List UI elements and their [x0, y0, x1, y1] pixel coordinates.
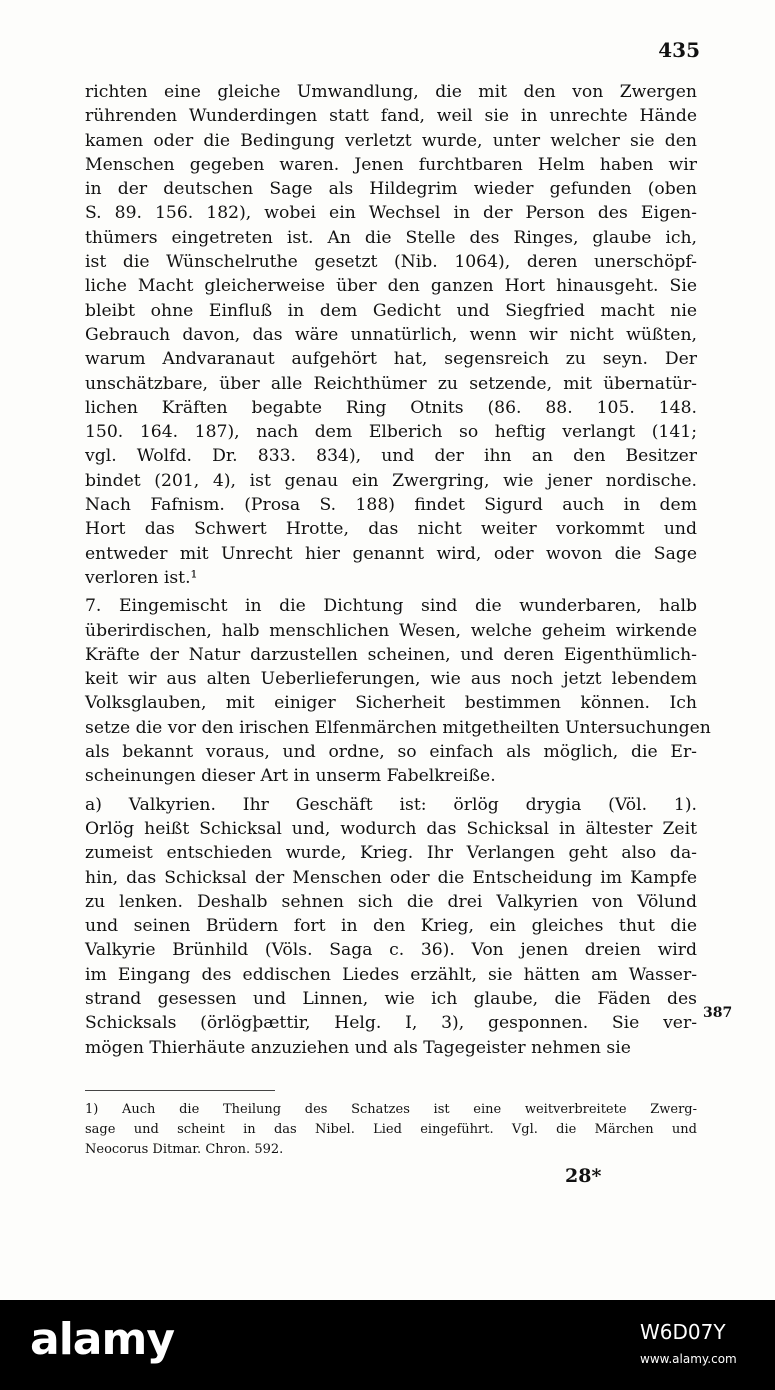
- text-line: rührenden Wunderdingen statt fand, weil sie in unrechte Hände: [85, 106, 697, 127]
- text-line: Orlög heißt Schicksal und, wodurch das Schicksal in ältester Zeit: [85, 818, 697, 839]
- text-line: Hort das Schwert Hrotte, das nicht weiter vorkommt und: [85, 519, 697, 540]
- body-text: [85, 80, 711, 1060]
- image-id: W6D07Y: [640, 1320, 726, 1344]
- text-line: lichen Kräften begabte Ring Otnits (86. 88. 105. 148.: [85, 397, 697, 418]
- text-line: als bekannt voraus, und ordne, so einfach als möglich, die Er-: [85, 742, 697, 763]
- margin-page-reference: 387: [703, 1005, 733, 1021]
- text-line: liche Macht gleicherweise über den ganzen Hort hinausgeht. Sie: [85, 276, 697, 297]
- text-line: verloren ist.¹: [85, 567, 198, 588]
- footnote-line: sage und scheint in das Nibel. Lied eingeführt. Vgl. die Märchen und: [85, 1122, 697, 1137]
- text-line: Nach Fafnism. (Prosa S. 188) findet Sigurd auch in dem: [85, 495, 697, 516]
- alamy-logo: alamy: [30, 1314, 174, 1365]
- text-line: richten eine gleiche Umwandlung, die mit den von Zwergen: [85, 82, 697, 102]
- text-line: in der deutschen Sage als Hildegrim wieder gefunden (oben: [85, 179, 697, 200]
- text-line: warum Andvaranaut aufgehört hat, segensreich zu seyn. Der: [85, 349, 697, 370]
- text-line: scheinungen dieser Art in unserm Fabelkreiße.: [85, 766, 496, 787]
- footnote-divider: [85, 1090, 275, 1091]
- footnote: [85, 1100, 697, 1160]
- text-line: Menschen gegeben waren. Jenen furchtbaren Helm haben wir: [85, 154, 697, 175]
- text-line: zu lenken. Deshalb sehnen sich die drei Valkyrien von Völund: [85, 891, 697, 912]
- text-line: ist die Wünschelruthe gesetzt (Nib. 1064), deren unerschöpf-: [85, 252, 697, 273]
- watermark-banner: [0, 1300, 775, 1390]
- text-line: zumeist entschieden wurde, Krieg. Ihr Verlangen geht also da-: [85, 843, 697, 864]
- footnote-line: 1) Auch die Theilung des Schatzes ist eine weitverbreitete Zwerg-: [85, 1102, 697, 1117]
- text-line: unschätzbare, über alle Reichthümer zu setzende, mit übernatür-: [85, 373, 697, 394]
- text-line: keit wir aus alten Ueberlieferungen, wie aus noch jetzt lebendem: [85, 669, 697, 690]
- text-line: überirdischen, halb menschlichen Wesen, welche geheim wirkende: [85, 620, 697, 641]
- text-line: 150. 164. 187), nach dem Elberich so heftig verlangt (141;: [85, 422, 697, 443]
- text-line: Gebrauch davon, das wäre unnatürlich, wenn wir nicht wüßten,: [85, 324, 697, 345]
- signature-mark: 28*: [565, 1165, 602, 1187]
- text-line: kamen oder die Bedingung verletzt wurde, unter welcher sie den: [85, 130, 697, 151]
- text-line: mögen Thierhäute anzuziehen und als Tagegeister nehmen sie: [85, 1037, 631, 1058]
- text-line: bleibt ohne Einfluß in dem Gedicht und Siegfried macht nie: [85, 300, 697, 321]
- text-line: Schicksals (örlögþættir, Helg. I, 3), gesponnen. Sie ver-: [85, 1013, 697, 1034]
- text-line: a) Valkyrien. Ihr Geschäft ist: örlög drygia (Völ. 1).: [85, 794, 697, 815]
- text-line: hin, das Schicksal der Menschen oder die Entscheidung im Kampfe: [85, 867, 697, 888]
- text-line: thümers eingetreten ist. An die Stelle des Ringes, glaube ich,: [85, 227, 697, 248]
- text-line: Volksglauben, mit einiger Sicherheit bestimmen können. Ich: [85, 693, 697, 714]
- text-line: Valkyrie Brünhild (Völs. Saga c. 36). Von jenen dreien wird: [85, 940, 697, 961]
- text-line: und seinen Brüdern fort in den Krieg, ein gleiches thut die: [85, 916, 697, 937]
- page-number: 435: [658, 38, 700, 62]
- text-line: 7. Eingemischt in die Dichtung sind die wunderbaren, halb: [85, 596, 697, 617]
- text-line: Kräfte der Natur darzustellen scheinen, und deren Eigenthümlich-: [85, 644, 697, 665]
- text-line: setze die vor den irischen Elfenmärchen mitgetheilten Untersuchungen: [85, 717, 711, 738]
- site-url: www.alamy.com: [640, 1352, 737, 1366]
- text-line: strand gesessen und Linnen, wie ich glaube, die Fäden des: [85, 988, 697, 1009]
- text-line: im Eingang des eddischen Liedes erzählt, sie hätten am Wasser-: [85, 964, 697, 985]
- footnote-line: Neocorus Ditmar. Chron. 592.: [85, 1142, 284, 1157]
- text-line: vgl. Wolfd. Dr. 833. 834), und der ihn an den Besitzer: [85, 446, 697, 467]
- text-line: S. 89. 156. 182), wobei ein Wechsel in der Person des Eigen-: [85, 203, 697, 224]
- text-line: bindet (201, 4), ist genau ein Zwergring, wie jener nordische.: [85, 470, 697, 491]
- text-line: entweder mit Unrecht hier genannt wird, oder wovon die Sage: [85, 543, 697, 564]
